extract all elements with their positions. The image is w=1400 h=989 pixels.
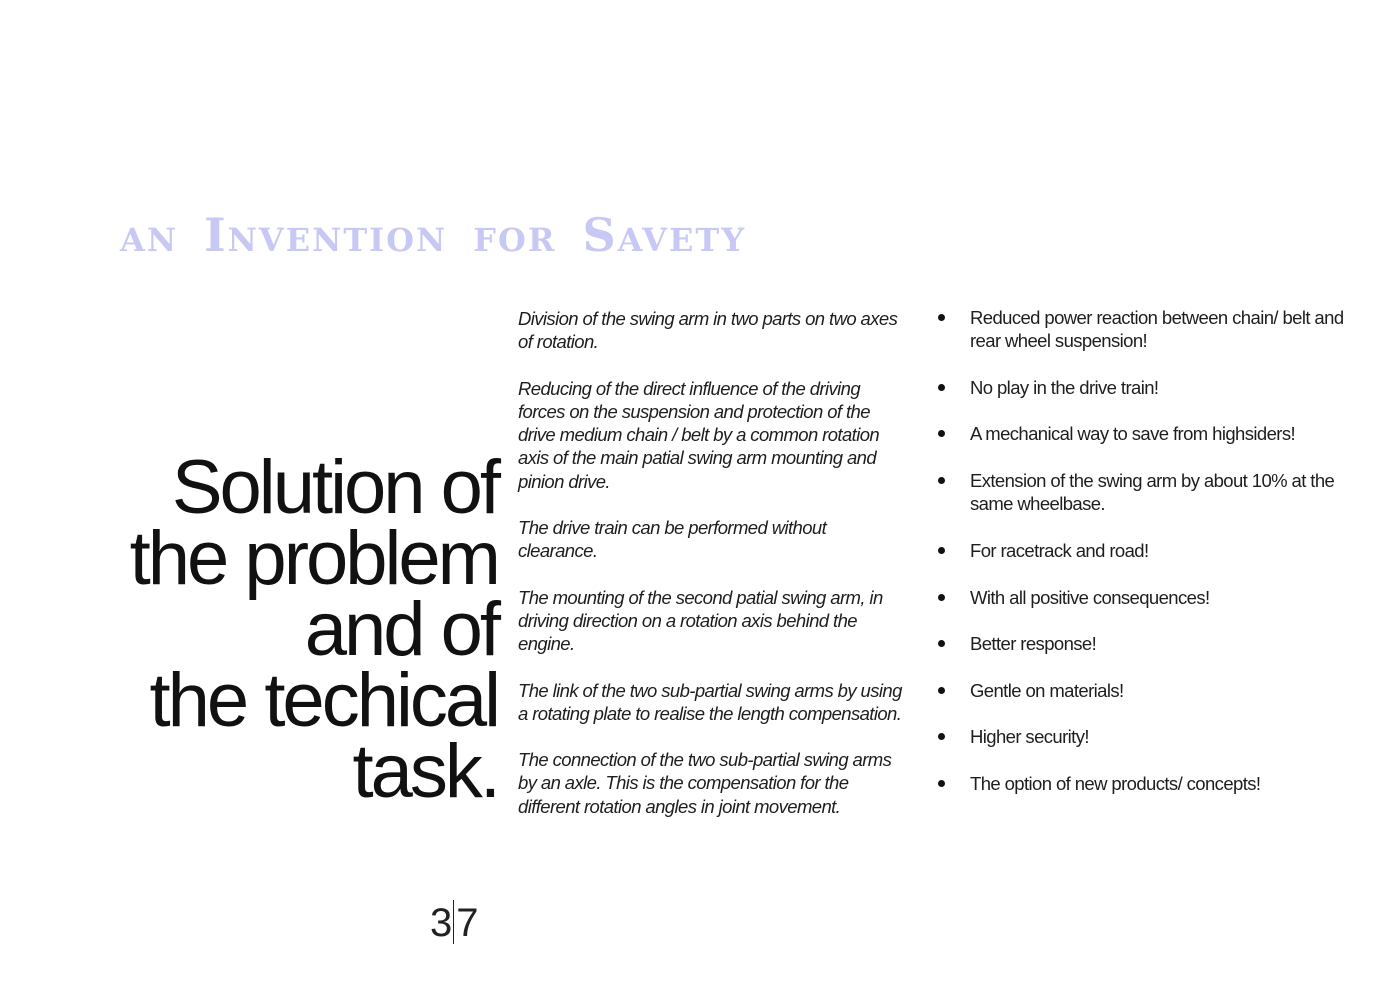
description-paragraph: The mounting of the second patial swing arm, in driving direction on a rotation axis behind the engine. [518, 586, 883, 655]
bullet-icon [938, 780, 945, 787]
headline-line: the techical [149, 658, 498, 743]
list-item-text: Reduced power reaction between chain/ belt and rear wheel suspension! [970, 307, 1344, 352]
bullet-icon [938, 594, 945, 601]
headline-line: Solution of [171, 445, 498, 530]
headline-line: and of [304, 587, 498, 672]
list-item [936, 586, 1356, 609]
bullet-icon [938, 477, 945, 484]
description-paragraph: The link of the two sub-partial swing arms by using a rotating plate to realise the length compensation. [518, 679, 902, 724]
list-item-text: The option of new products/ concepts! [970, 772, 1261, 794]
bullet-icon [938, 640, 945, 647]
list-item [936, 376, 1356, 399]
list-item [936, 469, 1356, 516]
list-item-text: No play in the drive train! [970, 376, 1159, 398]
list-item-text: A mechanical way to save from highsiders! [970, 423, 1296, 445]
description-paragraph: The drive train can be performed without clearance. [518, 517, 827, 562]
bullet-icon [938, 430, 945, 437]
list-item [936, 725, 1356, 748]
list-item [936, 422, 1356, 445]
list-item-text: Gentle on materials! [970, 679, 1124, 701]
page-current: 3 [430, 901, 452, 945]
page-total: 7 [456, 901, 478, 945]
bullet-icon [938, 314, 945, 321]
list-item-text: Better response! [970, 633, 1097, 655]
bullet-icon [938, 547, 945, 554]
list-item [936, 679, 1356, 702]
headline-line: the problem [129, 516, 498, 601]
description-paragraph: The connection of the two sub-partial swing arms by an axle. This is the compensation for the different rotation angles in joint movement. [518, 749, 892, 817]
description-paragraph: Reducing of the direct influence of the driving forces on the suspension and protection of the drive medium chain / belt by a common rotation axis of the main patial swing arm mounting and pinion drive. [518, 377, 880, 492]
list-item [936, 772, 1356, 795]
headline [78, 445, 498, 814]
description-paragraph: Division of the swing arm in two parts on two axes of rotation. [518, 308, 898, 353]
bullet-icon [938, 384, 945, 391]
list-item [936, 306, 1356, 353]
list-item [936, 539, 1356, 562]
bullet-icon [938, 687, 945, 694]
page-title: an Invention for Savety [120, 208, 747, 262]
list-item-text: For racetrack and road! [970, 539, 1149, 561]
list-item [936, 632, 1356, 655]
page-number [430, 900, 478, 944]
description-column [518, 307, 908, 841]
benefits-list [936, 306, 1356, 819]
page-separator [453, 900, 454, 944]
list-item-text: With all positive consequences! [970, 586, 1210, 608]
bullet-icon [938, 733, 945, 740]
headline-line: task. [352, 729, 498, 814]
list-item-text: Higher security! [970, 726, 1089, 748]
list-item-text: Extension of the swing arm by about 10% at the same wheelbase. [970, 470, 1335, 515]
